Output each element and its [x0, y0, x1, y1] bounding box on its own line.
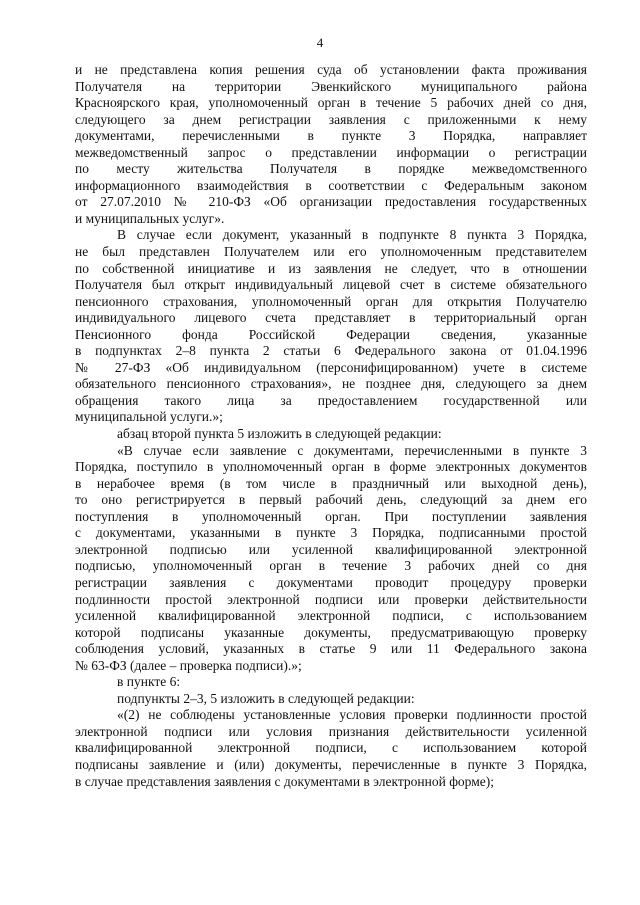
text-line: Порядка, поступило в уполномоченный орган в форме электронных документов — [75, 459, 587, 475]
text-line: то оно регистрируется в первый рабочий день, следующий за днем его — [75, 492, 587, 508]
text-line: индивидуального лицевого счета представляет в территориальный орган — [75, 310, 587, 326]
text-line: соблюдения условий, указанных в статье 9 или 11 Федерального закона — [75, 641, 587, 657]
text-line: квалифицированной электронной подписи, с использованием которой — [75, 740, 587, 756]
text-line: по месту жительства Получателя в порядке межведомственного — [75, 161, 587, 177]
text-line: муниципальной услуги.»; — [75, 409, 223, 425]
text-line: в пункте 6: — [117, 674, 181, 690]
text-line: подлинности простой электронной подписи или проверки действительности — [75, 591, 587, 607]
text-line: «В случае если заявление с документами, перечисленными в пункте 3 — [117, 442, 587, 458]
text-line: обязательного пенсионного страхования», не позднее дня, следующего за днем — [75, 376, 587, 392]
text-line: подписаны заявление и (или) документы, перечисленные в пункте 3 Порядка, — [75, 756, 587, 772]
text-line: обращения такого лица за предоставлением государственной или — [75, 392, 587, 408]
text-line: пенсионного страхования, уполномоченный орган для открытия Получателю — [75, 293, 587, 309]
text-line: в случае представления заявления с документами в электронной форме); — [75, 773, 495, 789]
text-line: межведомственный запрос о представлении информации о регистрации — [75, 144, 587, 160]
text-line: № 63-ФЗ (далее – проверка подписи).»; — [75, 657, 302, 673]
text-line: электронной подписи или условия признания действительности усиленной — [75, 723, 587, 739]
text-line: следующего за днем регистрации заявления с приложенными к нему — [75, 111, 587, 127]
text-line: В случае если документ, указанный в подпункте 8 пункта 3 Порядка, — [117, 227, 587, 243]
page-number: 4 — [316, 35, 324, 50]
text-line: подписью, уполномоченный орган в течение 3 рабочих дней со дня — [75, 558, 587, 574]
text-line: которой подписаны указанные документы, предусматривающую проверку — [75, 624, 587, 640]
text-line: «(2) не соблюдены установленные условия проверки подлинности простой — [117, 707, 587, 723]
text-line: информационного взаимодействия в соответствии с Федеральным законом — [75, 177, 587, 193]
text-line: с документами, указанными в пункте 3 Порядка, подписанными простой — [75, 525, 587, 541]
text-line: электронной подписью или усиленной квалифицированной электронной — [75, 541, 587, 557]
text-line: регистрации заявления с документами проводит процедуру проверки — [75, 574, 587, 590]
text-line: Пенсионного фонда Российской Федерации сведения, указанные — [75, 326, 587, 342]
text-line: Красноярского края, уполномоченный орган в течение 5 рабочих дней со дня, — [75, 95, 587, 111]
text-line: поступления в уполномоченный орган. При поступлении заявления — [75, 508, 587, 524]
text-line: документами, перечисленными в пункте 3 Порядка, направляет — [75, 128, 587, 144]
text-line: Получателя был открыт индивидуальный лицевой счет в системе обязательного — [75, 277, 587, 293]
text-line: по собственной инициативе и из заявления не следует, что в отношении — [75, 260, 587, 276]
text-line: подпункты 2–3, 5 изложить в следующей редакции: — [117, 690, 415, 706]
text-line: усиленной квалифицированной электронной подписи, с использованием — [75, 608, 587, 624]
text-line: в подпунктах 2–8 пункта 2 статьи 6 Федерального закона от 01.04.1996 — [75, 343, 587, 359]
text-line: от 27.07.2010 № 210-ФЗ «Об организации предоставления государственных — [75, 194, 587, 210]
text-line: абзац второй пункта 5 изложить в следующей редакции: — [117, 426, 442, 442]
document-body — [75, 62, 587, 790]
text-line: и не представлена копия решения суда об установлении факта проживания — [75, 62, 587, 77]
text-line: № 27-ФЗ «Об индивидуальном (персонифицированном) учете в системе — [75, 359, 587, 375]
text-line: Получателя на территории Эвенкийского муниципального района — [75, 78, 587, 94]
text-line: не был представлен Получателем или его уполномоченным представителем — [75, 244, 587, 260]
text-line: в нерабочее время (в том числе в праздничный или выходной день), — [75, 475, 587, 491]
text-line: и муниципальных услуг». — [75, 210, 225, 226]
